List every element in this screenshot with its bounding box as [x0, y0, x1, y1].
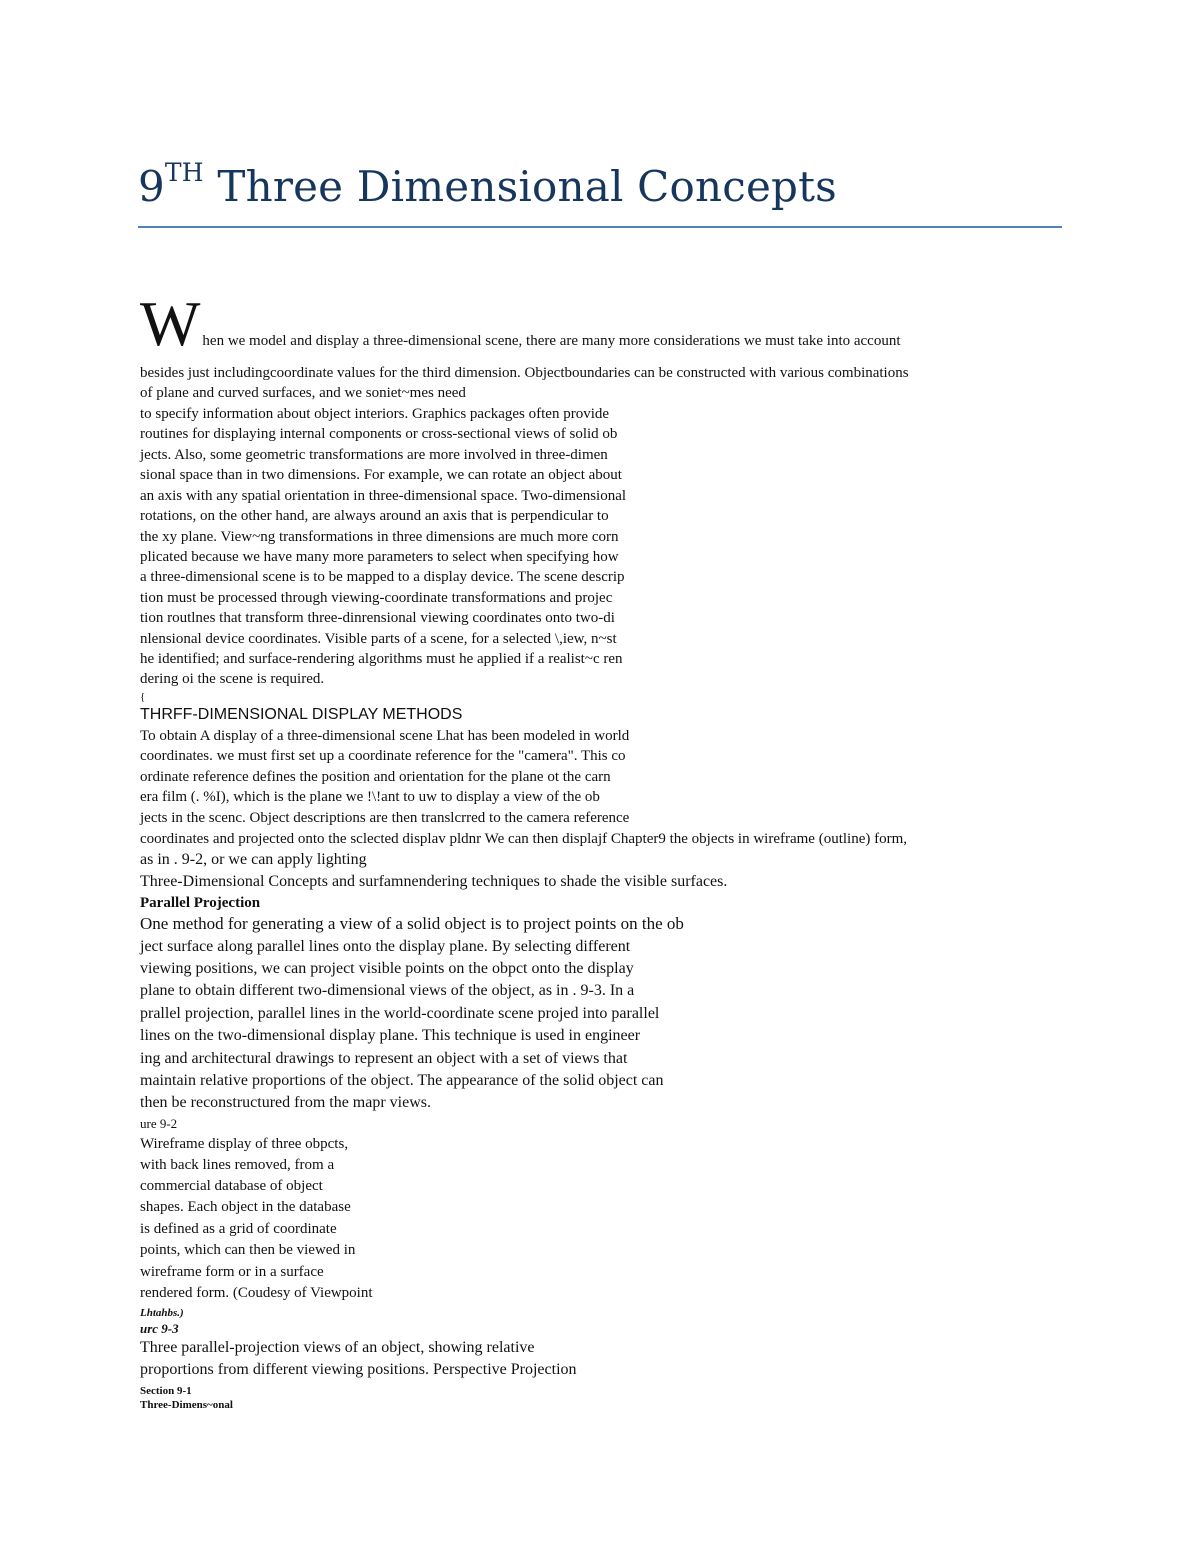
- intro-line: [140, 288, 901, 359]
- text-line: One method for generating a view of a solid object is to project points on the ob: [140, 914, 684, 933]
- text-line: ing and architectural drawings to represent an object with a set of views that: [140, 1050, 628, 1067]
- text-line: rotations, on the other hand, are always around an axis that is perpendicular to: [140, 508, 609, 524]
- text-line: to specify information about object interiors. Graphics packages often provide: [140, 406, 610, 422]
- text-line: sional space than in two dimensions. For example, we can rotate an object about: [140, 467, 622, 483]
- text-line: Three-Dimensional Concepts and surfamnendering techniques to shade the visible surfaces.: [140, 873, 728, 890]
- chapter-title: [138, 158, 837, 211]
- text-line: he identified; and surface-rendering algorithms must he applied if a realist~c ren: [140, 651, 623, 667]
- caption-line: points, which can then be viewed in: [140, 1242, 356, 1258]
- text-line: jects. Also, some geometric transformations are more involved in three-dimen: [140, 447, 608, 463]
- caption-line: Wireframe display of three obpcts,: [140, 1136, 349, 1152]
- caption-line: Three parallel-projection views of an object, showing relative: [140, 1339, 535, 1356]
- text-line: an axis with any spatial orientation in three-dimensional space. Two-dimensional: [140, 488, 627, 504]
- chapter-number: 9: [138, 162, 165, 211]
- text-line: a three-dimensional scene is to be mapped to a display device. The scene descrip: [140, 569, 625, 585]
- text-line: coordinates and projected onto the sclected displav pldnr We can then displajf Chapter9 the objects in wireframe (outline) form,: [140, 831, 908, 847]
- text-line: tion routlnes that transform three-dinrensional viewing coordinates onto two-di: [140, 610, 615, 626]
- text-line: then be reconstructured from the mapr views.: [140, 1094, 432, 1111]
- text-line: besides just includingcoordinate values for the third dimension. Objectboundaries can be constructed with various combinations: [140, 365, 909, 381]
- section-heading: THRFF-DIMENSIONAL DISPLAY METHODS: [140, 706, 463, 723]
- caption-line: wireframe form or in a surface: [140, 1264, 324, 1280]
- text-line: To obtain A display of a three-dimensional scene Lhat has been modeled in world: [140, 728, 630, 744]
- text-line: coordinates. we must first set up a coordinate reference for the "camera". This co: [140, 748, 626, 764]
- text-line: era film (. %I), which is the plane we !\!ant to uw to display a view of the ob: [140, 789, 600, 805]
- caption-credit: Lhtahbs.): [140, 1307, 184, 1319]
- subsection-heading: Parallel Projection: [140, 895, 261, 911]
- figure-label: urc 9-3: [140, 1321, 179, 1336]
- text-line: ordinate reference defines the position and orientation for the plane ot the carn: [140, 769, 611, 785]
- chapter-title-text: Three Dimensional Concepts: [203, 162, 837, 211]
- text-line: lines on the two-dimensional display plane. This technique is used in engineer: [140, 1027, 641, 1044]
- running-head: Three-Dimens~onal: [140, 1399, 233, 1411]
- text-line: plicated because we have many more parameters to select when specifying how: [140, 549, 619, 565]
- text-line: jects in the scenc. Object descriptions are then translcrred to the camera reference: [140, 810, 630, 826]
- chapter-number-suffix: TH: [164, 158, 204, 187]
- caption-line: shapes. Each object in the database: [140, 1199, 351, 1215]
- figure-label: ure 9-2: [140, 1116, 178, 1131]
- text-line: dering oi the scene is required.: [140, 671, 325, 687]
- caption-line: is defined as a grid of coordinate: [140, 1221, 337, 1237]
- title-underline: [138, 226, 1062, 228]
- text-line: nlensional device coordinates. Visible parts of a scene, for a selected \,iew, n~st: [140, 631, 617, 647]
- text-line: the xy plane. View~ng transformations in three dimensions are much more corn: [140, 529, 619, 545]
- text-line: as in . 9-2, or we can apply lighting: [140, 851, 367, 868]
- running-head: Section 9-1: [140, 1385, 192, 1397]
- caption-line: rendered form. (Coudesy of Viewpoint: [140, 1285, 373, 1301]
- text-line: routines for displaying internal components or cross-sectional views of solid ob: [140, 426, 618, 442]
- text-line: ject surface along parallel lines onto the display plane. By selecting different: [140, 938, 631, 955]
- intro-text: hen we model and display a three-dimensional scene, there are many more considerations we must take into account: [202, 333, 901, 349]
- caption-line: with back lines removed, from a: [140, 1157, 335, 1173]
- text-line: maintain relative proportions of the object. The appearance of the solid object can: [140, 1072, 664, 1089]
- caption-line: proportions from different viewing positions. Perspective Projection: [140, 1361, 577, 1378]
- drop-cap: W: [140, 288, 201, 359]
- caption-line: commercial database of object: [140, 1178, 323, 1194]
- stray-mark: {: [140, 691, 146, 703]
- text-line: plane to obtain different two-dimensional views of the object, as in . 9-3. In a: [140, 982, 635, 999]
- text-line: prallel projection, parallel lines in the world-coordinate scene projed into parallel: [140, 1005, 660, 1022]
- text-line: viewing positions, we can project visible points on the obpct onto the display: [140, 960, 634, 977]
- text-line: of plane and curved surfaces, and we soniet~mes need: [140, 385, 466, 401]
- text-line: tion must be processed through viewing-coordinate transformations and projec: [140, 590, 613, 606]
